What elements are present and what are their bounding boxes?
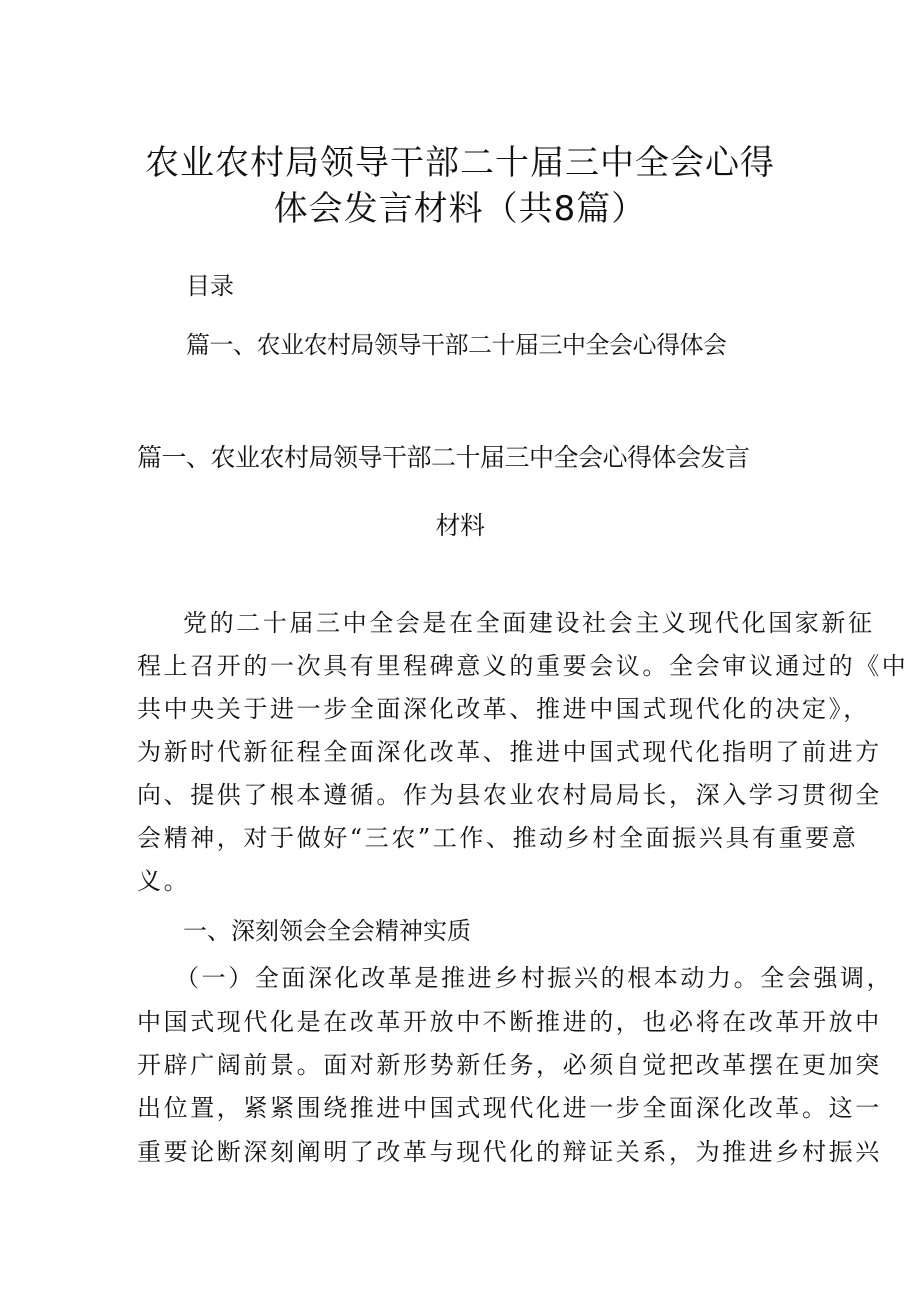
paragraph-line: 共中央关于进一步全面深化改革、推进中国式现代化的决定》， <box>137 695 870 723</box>
paragraph-line: 为新时代新征程全面深化改革、推进中国式现代化指明了前进方 <box>137 738 882 766</box>
document-title-line-2: 体会发言材料（共8篇） <box>273 189 647 229</box>
paragraph-line: 中国式现代化是在改革开放中不断推进的，也必将在改革开放中 <box>137 1008 882 1036</box>
section-title-line-2: 材料 <box>435 511 485 540</box>
toc-heading: 目录 <box>186 272 234 300</box>
paragraph-line: 程上召开的一次具有里程碑意义的重要会议。全会审议通过的《中 <box>137 652 909 680</box>
paragraph-line: 会精神，对于做好“三农”工作、推动乡村全面振兴具有重要意 <box>137 824 859 852</box>
paragraph-line: （一）全面深化改革是推进乡村振兴的根本动力。全会强调， <box>175 964 894 992</box>
paragraph-line: 开辟广阔前景。面对新形势新任务，必须自觉把改革摆在更加突 <box>137 1051 882 1079</box>
document-title-line-1: 农业农村局领导干部二十届三中全会心得 <box>145 143 775 183</box>
toc-item[interactable]: 篇一、农业农村局领导干部二十届三中全会心得体会 <box>186 331 727 359</box>
paragraph-line: 向、提供了根本遵循。作为县农业农村局局长，深入学习贯彻全 <box>137 781 882 809</box>
paragraph-line: 出位置，紧紧围绕推进中国式现代化进一步全面深化改革。这一 <box>137 1094 882 1122</box>
paragraph-line: 党的二十届三中全会是在全面建设社会主义现代化国家新征 <box>183 609 875 637</box>
paragraph-line: 义。 <box>137 867 191 895</box>
paragraph-line: 重要论断深刻阐明了改革与现代化的辩证关系，为推进乡村振兴 <box>137 1138 882 1166</box>
section-heading: 一、深刻领会全会精神实质 <box>183 917 471 945</box>
section-title-line-1: 篇一、农业农村局领导干部二十届三中全会心得体会发言 <box>137 443 750 472</box>
